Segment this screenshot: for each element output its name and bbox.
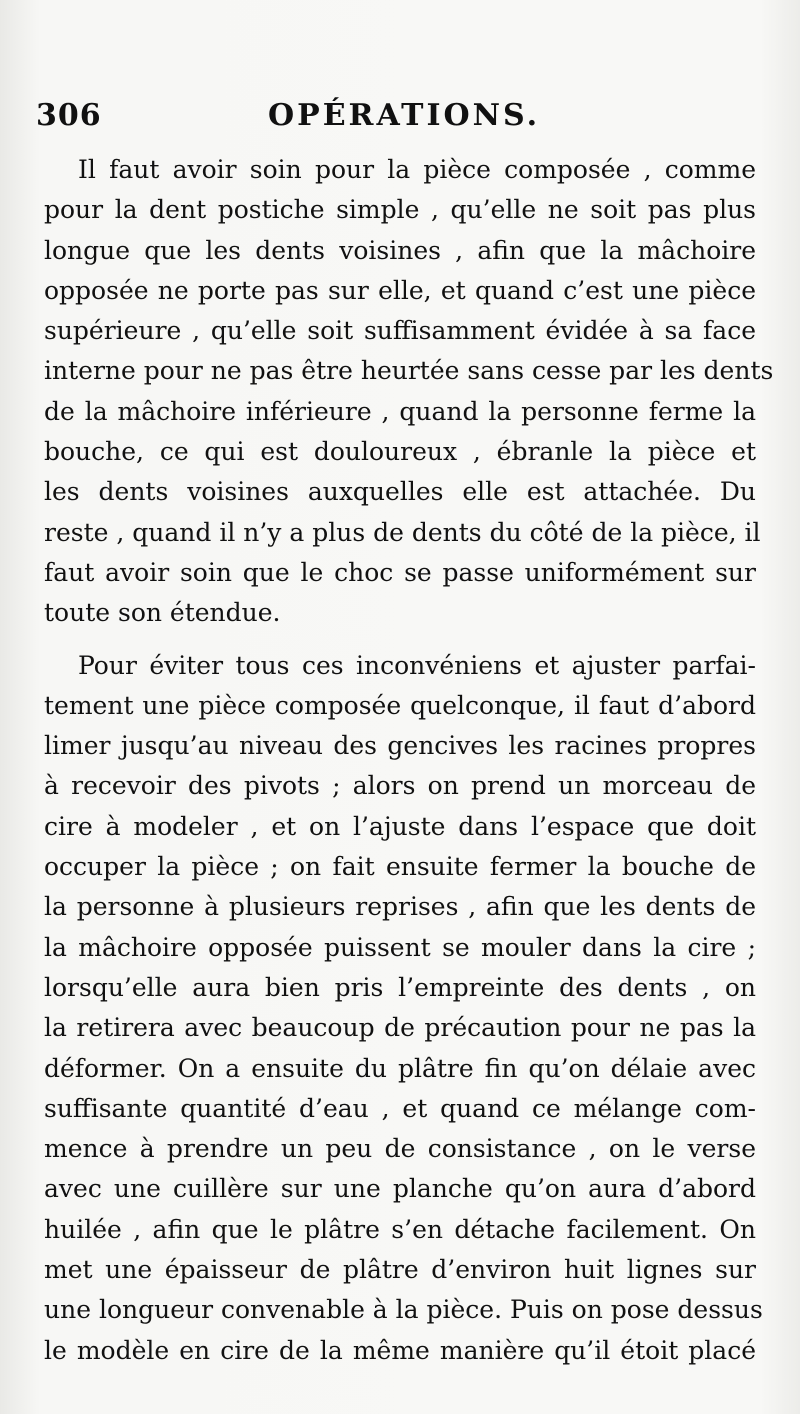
text-line: longue que les dents voisines , afin que la mâchoire bbox=[44, 235, 756, 265]
text-line: interne pour ne pas être heurtée sans cesse par les dents bbox=[44, 356, 774, 386]
page-number: 306 bbox=[36, 98, 102, 133]
text-line: huilée , afin que le plâtre s’en détache facilement. On bbox=[44, 1214, 756, 1244]
text-line: limer jusqu’au niveau des gencives les racines propres bbox=[44, 731, 756, 761]
text-line: avec une cuillère sur une planche qu’on aura d’abord bbox=[44, 1174, 756, 1204]
text-line: de la mâchoire inférieure , quand la personne ferme la bbox=[44, 396, 756, 426]
text-line: suffisante quantité d’eau , et quand ce mélange com- bbox=[44, 1093, 756, 1123]
text-line: lorsqu’elle aura bien pris l’empreinte des dents , on bbox=[44, 972, 756, 1002]
text-line: bouche, ce qui est douloureux , ébranle la pièce et bbox=[44, 437, 756, 467]
text-line: une longueur convenable à la pièce. Puis on pose dessus bbox=[44, 1295, 763, 1325]
paragraph-1 bbox=[44, 150, 774, 634]
text-line: la personne à plusieurs reprises , afin que les dents de bbox=[44, 892, 756, 922]
text-line: toute son étendue. bbox=[44, 598, 281, 628]
text-line: faut avoir soin que le choc se passe uniformément sur bbox=[44, 557, 756, 587]
text-line: opposée ne porte pas sur elle, et quand c’est une pièce bbox=[44, 275, 756, 305]
page-header bbox=[36, 98, 776, 148]
text-line: à recevoir des pivots ; alors on prend un morceau de bbox=[44, 771, 756, 801]
text-line: Il faut avoir soin pour la pièce composée , comme bbox=[78, 155, 756, 184]
text-line: supérieure , qu’elle soit suffisamment évidée à sa face bbox=[44, 316, 756, 346]
text-line: tement une pièce composée quelconque, il faut d’abord bbox=[44, 690, 756, 720]
text-line: la retirera avec beaucoup de précaution pour ne pas la bbox=[44, 1013, 756, 1043]
text-line: pour la dent postiche simple , qu’elle ne soit pas plus bbox=[44, 195, 756, 225]
body-text bbox=[44, 150, 774, 1371]
text-line: Pour éviter tous ces inconvéniens et ajuster parfai- bbox=[78, 650, 756, 680]
text-line: le modèle en cire de la même manière qu’il étoit placé bbox=[44, 1335, 756, 1365]
text-line: la mâchoire opposée puissent se mouler dans la cire ; bbox=[44, 932, 756, 962]
paragraph-gap bbox=[44, 634, 756, 646]
text-line: occuper la pièce ; on fait ensuite fermer la bouche de bbox=[44, 852, 756, 882]
paragraph-2 bbox=[44, 646, 763, 1371]
text-line: mence à prendre un peu de consistance , on le verse bbox=[44, 1134, 756, 1164]
running-head: OPÉRATIONS. bbox=[268, 98, 541, 133]
text-line: cire à modeler , et on l’ajuste dans l’espace que doit bbox=[44, 811, 756, 841]
text-line: les dents voisines auxquelles elle est attachée. Du bbox=[44, 477, 756, 507]
text-line: reste , quand il n’y a plus de dents du côté de la pièce, il bbox=[44, 517, 761, 547]
text-line: met une épaisseur de plâtre d’environ huit lignes sur bbox=[44, 1255, 756, 1285]
text-line: déformer. On a ensuite du plâtre fin qu’on délaie avec bbox=[44, 1053, 756, 1083]
